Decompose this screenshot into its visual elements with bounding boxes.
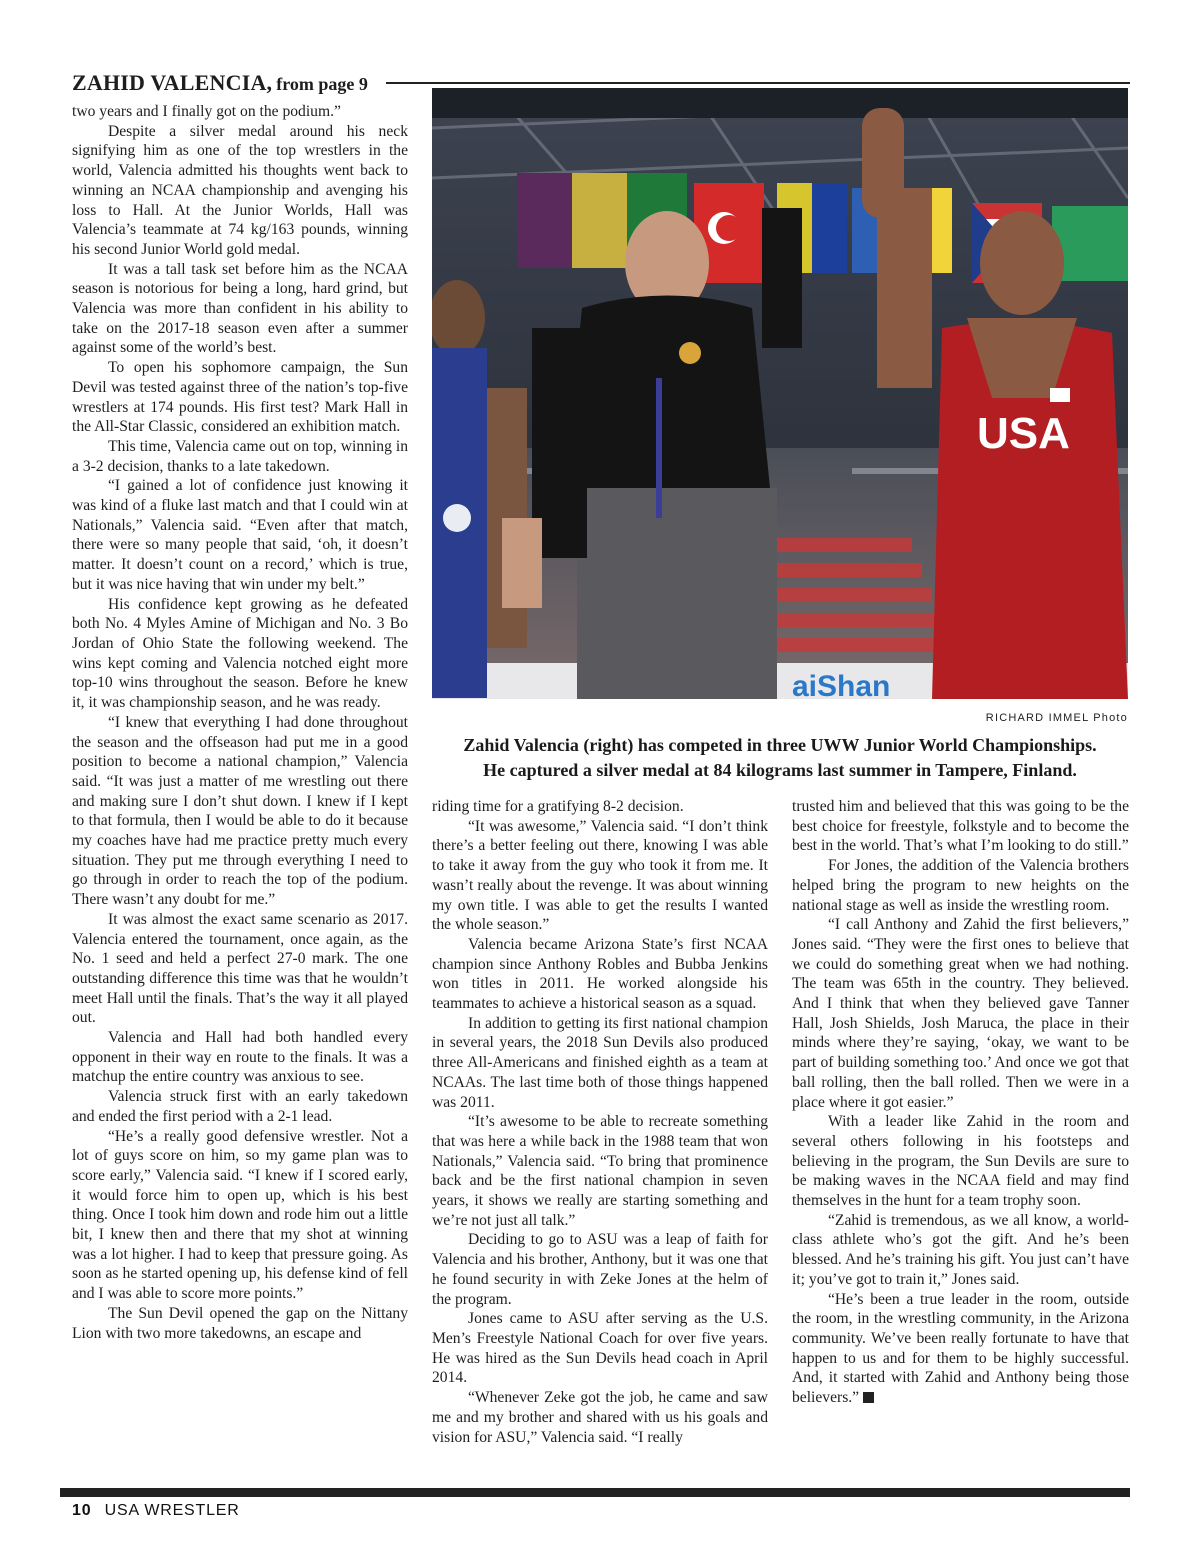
paragraph: “He’s a really good defensive wrestler. Not a lot of guys score on him, so my game plan was to score early,” Valencia said. “I knew if I scored early, it would force him to open up, which is his best thing. Once I took him down and rode him out a little bit, I knew then and there that my shot at winning was a lot higher. I had to keep that pressure going. As soon as he started opening up, his defense kind of fell and I was able to score more points.” [72, 1127, 408, 1303]
sponsor-board-text: aiShan [792, 670, 891, 699]
caption-line-2: He captured a silver medal at 84 kilograms last summer in Tampere, Finland. [483, 760, 1077, 780]
photo-illustration [432, 88, 1128, 699]
paragraph: “I gained a lot of confidence just knowing it was kind of a fluke last match and that I could win at Nationals,” Valencia said. “Even after that match, there were so many people that said, ‘oh, it doesn’t matter. It doesn’t count on a record,’ which is true, but it was nice having that win under my belt.” [72, 477, 408, 593]
paragraph: It was a tall task set before him as the NCAA season is notorious for being a long, hard grind, but Valencia was more than confident in his ability to take on the 2017-18 season even after a summer against some of the world’s best. [72, 260, 408, 357]
paragraph: Deciding to go to ASU was a leap of faith for Valencia and his brother, Anthony, but it was one that he found security in with Zeke Jones at the helm of the program. [432, 1231, 768, 1308]
caption-line-1: Zahid Valencia (right) has competed in three UWW Junior World Championships. [463, 735, 1097, 755]
header-continued-from: from page 9 [276, 74, 368, 94]
paragraph: Valencia struck first with an early takedown and ended the first period with a 2-1 lead. [72, 1088, 408, 1125]
header-rule [386, 82, 1130, 84]
article-column-2 [432, 797, 768, 1447]
photo-caption [432, 733, 1128, 783]
paragraph: For Jones, the addition of the Valencia brothers helped bring the program to new heights on the national stage as well as inside the wrestling room. [792, 857, 1129, 914]
publication-name: USA WRESTLER [104, 1502, 240, 1519]
paragraph: Valencia became Arizona State’s first NCAA champion since Anthony Robles and Bubba Jenkins won titles in 2011. He worked alongside his teammates to achieve a historical season as a squad. [432, 935, 768, 1013]
paragraph: “Zahid is tremendous, as we all know, a world-class athlete who’s got the gift. And he’s been blessed. And he’s training his gift. You just can’t have it; you’ve got to train it,” Jones said. [792, 1211, 1129, 1288]
paragraph: two years and I finally got on the podium.” [72, 103, 341, 120]
paragraph: His confidence kept growing as he defeated both No. 4 Myles Amine of Michigan and No. 3 Bo Jordan of Ohio State the following weekend. The wins kept coming and Valencia notched eight more top-10 wins throughout the season. Before he knew it, it was championship season, and he was ready. [72, 595, 408, 712]
jersey-text: USA [977, 409, 1070, 458]
paragraph: “I call Anthony and Zahid the first believers,” Jones said. “They were the first ones to believe that we could do something great when we had nothing. The team was 65th in the country. They believed. And I think that when they believed gave Tanner Hall, Josh Shields, Josh Maruca, the place in their minds where they’re saying, ‘okay, we want to be part of building something too.’ And once we got that ball rolling, then the ball rolled. Then we were in a place where it got easier.” [792, 916, 1129, 1111]
article-column-1 [72, 102, 408, 1343]
last-paragraph [792, 1290, 1129, 1408]
header-name: ZAHID VALENCIA, [72, 70, 273, 95]
paragraph: Jones came to ASU after serving as the U.S. Men’s Freestyle National Coach for over five years. He was hired as the Sun Devils head coach in April 2014. [432, 1310, 768, 1387]
paragraph: “It was awesome,” Valencia said. “I don’t think there’s a better feeling out there, knowing I was able to take it away from the guy who took it from me. It wasn’t really about the revenge. It was about winning my own title. I was able to get the results I wanted the whole season.” [432, 817, 768, 934]
paragraph: To open his sophomore campaign, the Sun Devil was tested against three of the nation’s top-five wrestlers at 174 pounds. His first test? Mark Hall in the All-Star Classic, considered an exhibition match. [72, 359, 408, 436]
paragraph: Valencia and Hall had both handled every opponent in their way en route to the finals. It was a matchup the entire country was anxious to see. [72, 1029, 408, 1086]
footer-rule [60, 1488, 1130, 1497]
end-of-article-mark [863, 1392, 874, 1403]
paragraph: riding time for a gratifying 8-2 decision. [432, 798, 684, 815]
article-column-3 [792, 797, 1129, 1408]
paragraph: The Sun Devil opened the gap on the Nittany Lion with two more takedowns, an escape and [72, 1304, 408, 1342]
paragraph: “Whenever Zeke got the job, he came and saw me and my brother and shared with us his goals and vision for ASU,” Valencia said. “I really [432, 1389, 768, 1446]
paragraph: It was almost the exact same scenario as 2017. Valencia entered the tournament, once again, as the No. 1 seed and held a perfect 27-0 mark. The one outstanding difference this time was that he wouldn’t meet Hall until the finals. That’s the way it all played out. [72, 910, 408, 1027]
paragraph: “I knew that everything I had done throughout the season and the offseason had put me in a good position to become a national champion,” Valencia said. “It was just a matter of me wrestling out there and making sure I don’t shut down. I knew if I kept to that formula, then I would be able to do it because my coaches have had me practice pretty much every situation. They put me through everything I need to go through in order to reach the top of the podium. There wasn’t any doubt for me.” [72, 713, 408, 909]
page-footer [72, 1502, 240, 1520]
paragraph: In addition to getting its first national champion in several years, the 2018 Sun Devils also produced three All-Americans and finished eighth as a team at NCAAs. The last time both of those things happened was 2011. [432, 1014, 768, 1111]
paragraph: With a leader like Zahid in the room and several others following in his footsteps and believing in the program, the Sun Devils are sure to be making waves in the NCAA field and may find themselves in the hunt for a team trophy soon. [792, 1113, 1129, 1210]
paragraph-text: “He’s been a true leader in the room, outside the room, in the wrestling community, in the Arizona community. We’ve been really fortunate to have that happen to us and for them to be highly successful. And, it started with Zahid and Anthony being those believers.” [792, 1290, 1129, 1407]
article-continuation-title [72, 70, 368, 96]
page-number: 10 [72, 1502, 92, 1519]
paragraph: trusted him and believed that this was going to be the best choice for freestyle, folkstyle and to become the best in the world. That’s what I’m looking to do still.” [792, 798, 1129, 855]
paragraph: “It’s awesome to be able to recreate something that was here a while back in the 1988 team that won Nationals,” Valencia said. “To bring that prominence back and be the first national champion in seven years, it shows we really are starting something and we’re not just all talk.” [432, 1113, 768, 1229]
photo-credit: RICHARD IMMEL Photo [985, 712, 1128, 724]
paragraph: Despite a silver medal around his neck signifying him as one of the top wrestlers in the world, Valencia admitted his thoughts went back to winning an NCAA championship and avenging his loss to Hall. At the Junior Worlds, Hall was Valencia’s teammate at 74 kg/163 pounds, winning his second Junior World gold medal. [72, 122, 408, 258]
paragraph: This time, Valencia came out on top, winning in a 3-2 decision, thanks to a late takedown. [72, 437, 408, 475]
wrestling-photo [432, 88, 1128, 699]
